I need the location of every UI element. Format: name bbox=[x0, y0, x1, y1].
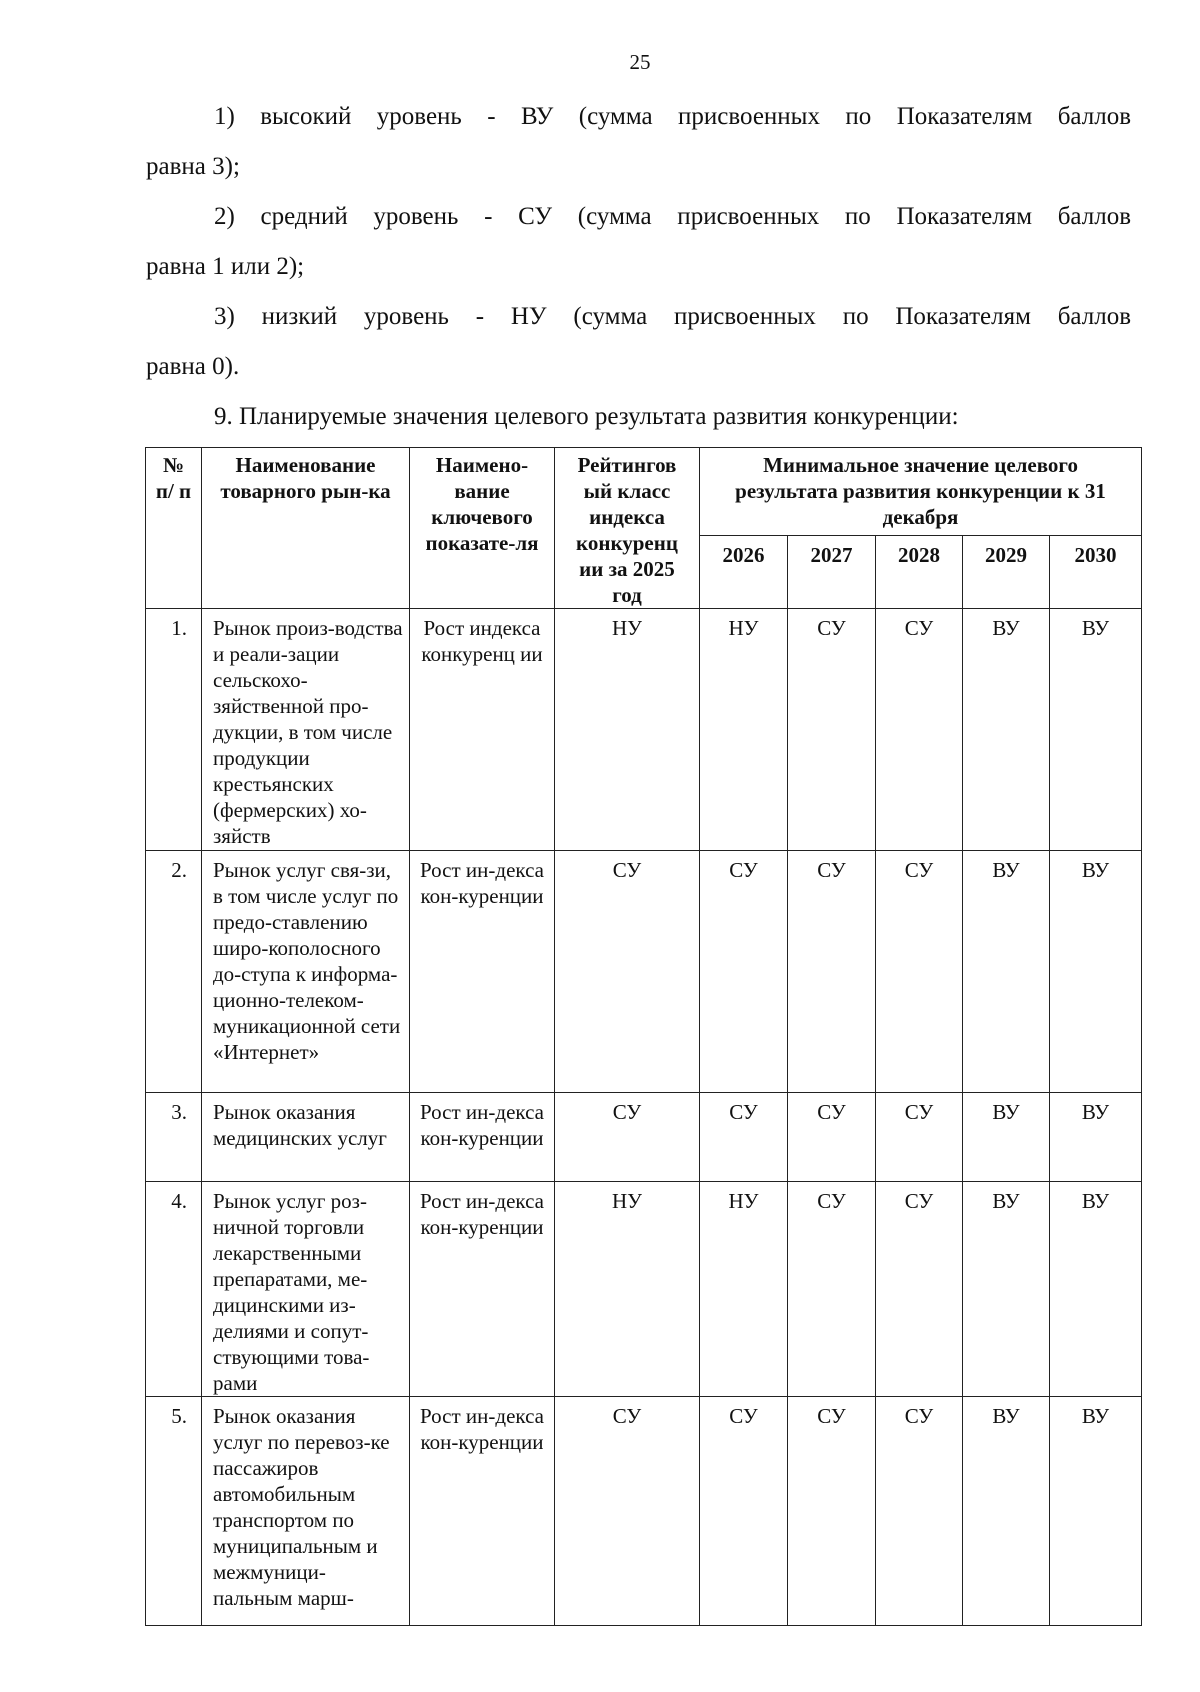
row-value: НУ bbox=[700, 609, 788, 851]
paragraph-low-level-cont: равна 0). bbox=[146, 353, 240, 380]
header-rating: Рейтингов ый класс индекса конкуренц ии за 2025 год bbox=[555, 448, 700, 609]
row-value: ВУ bbox=[963, 609, 1050, 851]
row-rating: НУ bbox=[555, 609, 700, 851]
row-value: СУ bbox=[700, 851, 788, 1093]
row-value: СУ bbox=[700, 1397, 788, 1626]
header-year: 2027 bbox=[788, 535, 876, 608]
row-market: Рынок услуг свя-зи, в том числе услуг по предо-ставлению широ-кополосного до-ступа к информа-ционно-телеком-муникационной сети «Интернет» bbox=[202, 851, 410, 1093]
row-indicator: Рост ин-декса кон-куренции bbox=[410, 1397, 555, 1626]
header-min-value: Минимальное значение целевого результата развития конкуренции к 31 декабря bbox=[700, 448, 1142, 536]
header-num: № п/ п bbox=[146, 448, 202, 609]
row-value: СУ bbox=[788, 1093, 876, 1182]
row-num: 4. bbox=[146, 1182, 202, 1397]
row-indicator: Рост ин-декса кон-куренции bbox=[410, 851, 555, 1093]
row-num: 3. bbox=[146, 1093, 202, 1182]
table-row bbox=[146, 609, 1142, 851]
header-year: 2028 bbox=[876, 535, 963, 608]
row-market: Рынок произ-водства и реали-зации сельскохо-зяйственной про-дукции, в том числе продукции крестьянских (фермерских) хо-зяйств bbox=[202, 609, 410, 851]
header-year: 2026 bbox=[700, 535, 788, 608]
row-market: Рынок оказания медицинских услуг bbox=[202, 1093, 410, 1182]
table-row bbox=[146, 1397, 1142, 1626]
table-row bbox=[146, 1093, 1142, 1182]
row-value: СУ bbox=[788, 1182, 876, 1397]
row-indicator: Рост ин-декса кон-куренции bbox=[410, 1182, 555, 1397]
row-value: СУ bbox=[876, 1182, 963, 1397]
row-rating: СУ bbox=[555, 1397, 700, 1626]
paragraph-high-level: 1) высокий уровень - ВУ (сумма присвоенных по Показателям баллов bbox=[214, 103, 1131, 130]
row-value: СУ bbox=[700, 1093, 788, 1182]
paragraph-low-level: 3) низкий уровень - НУ (сумма присвоенных по Показателям баллов bbox=[214, 303, 1131, 330]
row-value: НУ bbox=[700, 1182, 788, 1397]
paragraph-medium-level-cont: равна 1 или 2); bbox=[146, 253, 305, 280]
row-value: СУ bbox=[876, 851, 963, 1093]
row-rating: НУ bbox=[555, 1182, 700, 1397]
row-market: Рынок услуг роз-ничной торговли лекарственными препаратами, ме-дицинскими из-делиями и сопут-ствующими това-рами bbox=[202, 1182, 410, 1397]
row-value: СУ bbox=[788, 609, 876, 851]
header-market: Наименование товарного рын-ка bbox=[202, 448, 410, 609]
competition-targets-table bbox=[145, 447, 1142, 1626]
table-row bbox=[146, 1182, 1142, 1397]
row-value: ВУ bbox=[963, 1397, 1050, 1626]
row-value: СУ bbox=[876, 1093, 963, 1182]
row-market: Рынок оказания услуг по перевоз-ке пассажиров автомобильным транспортом по муниципальным и межмуници-пальным марш- bbox=[202, 1397, 410, 1626]
row-indicator: Рост ин-декса кон-куренции bbox=[410, 1093, 555, 1182]
row-value: ВУ bbox=[963, 1093, 1050, 1182]
row-indicator: Рост индекса конкуренц ии bbox=[410, 609, 555, 851]
row-rating: СУ bbox=[555, 1093, 700, 1182]
table-header-row bbox=[146, 448, 1142, 536]
header-year: 2029 bbox=[963, 535, 1050, 608]
paragraph-section-9: 9. Планируемые значения целевого результата развития конкуренции: bbox=[214, 403, 959, 430]
row-value: ВУ bbox=[963, 851, 1050, 1093]
table-row bbox=[146, 851, 1142, 1093]
row-value: СУ bbox=[788, 1397, 876, 1626]
header-indicator: Наимено-вание ключевого показате-ля bbox=[410, 448, 555, 609]
row-value: ВУ bbox=[1050, 1093, 1142, 1182]
paragraph-medium-level: 2) средний уровень - СУ (сумма присвоенных по Показателям баллов bbox=[214, 203, 1131, 230]
paragraph-high-level-cont: равна 3); bbox=[146, 153, 240, 180]
row-value: ВУ bbox=[1050, 1397, 1142, 1626]
row-value: ВУ bbox=[963, 1182, 1050, 1397]
row-value: СУ bbox=[788, 851, 876, 1093]
page-number: 25 bbox=[629, 50, 651, 74]
row-value: ВУ bbox=[1050, 851, 1142, 1093]
row-value: ВУ bbox=[1050, 609, 1142, 851]
row-num: 2. bbox=[146, 851, 202, 1093]
row-value: ВУ bbox=[1050, 1182, 1142, 1397]
header-year: 2030 bbox=[1050, 535, 1142, 608]
row-value: СУ bbox=[876, 609, 963, 851]
row-num: 1. bbox=[146, 609, 202, 851]
row-value: СУ bbox=[876, 1397, 963, 1626]
row-num: 5. bbox=[146, 1397, 202, 1626]
row-rating: СУ bbox=[555, 851, 700, 1093]
